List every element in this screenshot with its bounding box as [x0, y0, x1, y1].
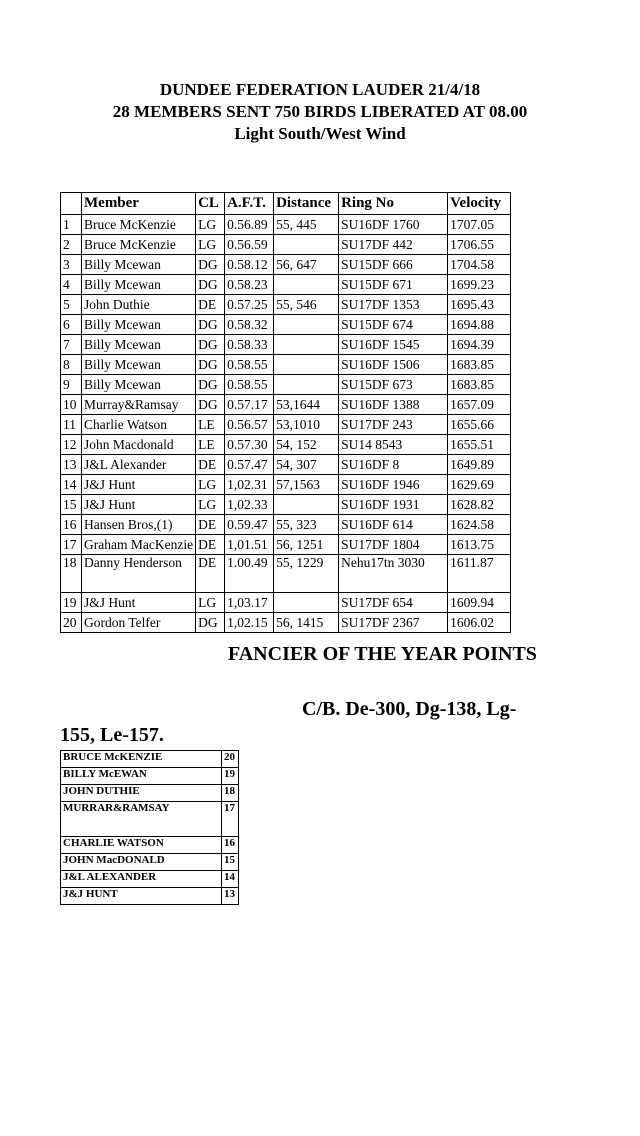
cell-aft: 0.58.33	[225, 335, 274, 355]
cell-velocity: 1655.51	[448, 435, 511, 455]
fancier-points: 13	[222, 888, 239, 905]
cb-points-line-2: 155, Le-157.	[60, 724, 164, 746]
cell-member: J&J Hunt	[82, 593, 196, 613]
cell-distance	[274, 335, 339, 355]
cell-distance	[274, 235, 339, 255]
cell-ring-no: SU16DF 1760	[339, 215, 448, 235]
cell-ring-no: SU16DF 1388	[339, 395, 448, 415]
fancier-name: CHARLIE WATSON	[61, 837, 222, 854]
cell-cl: DG	[196, 395, 225, 415]
points-row	[61, 751, 239, 768]
cell-distance: 55, 1229	[274, 555, 339, 593]
table-row	[61, 555, 511, 593]
cell-member: J&L Alexander	[82, 455, 196, 475]
table-row	[61, 355, 511, 375]
cell-member: Hansen Bros,(1)	[82, 515, 196, 535]
cell-aft: 1,02.31	[225, 475, 274, 495]
table-row	[61, 295, 511, 315]
cell-aft: 1,01.51	[225, 535, 274, 555]
cell-position: 18	[61, 555, 82, 593]
cell-position: 10	[61, 395, 82, 415]
fancier-name: BRUCE McKENZIE	[61, 751, 222, 768]
fancier-points: 19	[222, 768, 239, 785]
cell-distance	[274, 593, 339, 613]
cell-member: Billy Mcewan	[82, 255, 196, 275]
cell-aft: 0.59.47	[225, 515, 274, 535]
cell-distance: 56, 647	[274, 255, 339, 275]
cell-ring-no: Nehu17tn 3030	[339, 555, 448, 593]
cell-velocity: 1704.58	[448, 255, 511, 275]
cell-cl: DG	[196, 613, 225, 633]
cell-aft: 0.57.47	[225, 455, 274, 475]
cell-distance: 57,1563	[274, 475, 339, 495]
cell-cl: DE	[196, 535, 225, 555]
cell-position: 2	[61, 235, 82, 255]
table-row	[61, 535, 511, 555]
cell-velocity: 1655.66	[448, 415, 511, 435]
fancier-points: 16	[222, 837, 239, 854]
table-row	[61, 235, 511, 255]
cell-ring-no: SU15DF 666	[339, 255, 448, 275]
cell-ring-no: SU16DF 614	[339, 515, 448, 535]
cell-ring-no: SU14 8543	[339, 435, 448, 455]
cell-cl: DG	[196, 375, 225, 395]
cell-position: 13	[61, 455, 82, 475]
cell-position: 17	[61, 535, 82, 555]
cell-aft: 0.57.25	[225, 295, 274, 315]
table-row	[61, 215, 511, 235]
table-row	[61, 515, 511, 535]
table-row	[61, 495, 511, 515]
fancier-name: JOHN MacDONALD	[61, 854, 222, 871]
cell-position: 8	[61, 355, 82, 375]
cell-position: 15	[61, 495, 82, 515]
cell-velocity: 1649.89	[448, 455, 511, 475]
results-body	[61, 215, 511, 633]
cell-aft: 1,02.15	[225, 613, 274, 633]
cell-member: Billy Mcewan	[82, 375, 196, 395]
cell-member: Billy Mcewan	[82, 355, 196, 375]
table-row	[61, 375, 511, 395]
cell-member: Bruce McKenzie	[82, 215, 196, 235]
table-row	[61, 255, 511, 275]
cell-distance: 55, 323	[274, 515, 339, 535]
cell-member: John Macdonald	[82, 435, 196, 455]
points-body	[61, 751, 239, 905]
cell-aft: 0.56.57	[225, 415, 274, 435]
cell-position: 3	[61, 255, 82, 275]
cell-distance: 53,1010	[274, 415, 339, 435]
points-row	[61, 802, 239, 837]
cell-member: Billy Mcewan	[82, 335, 196, 355]
table-row	[61, 315, 511, 335]
table-row	[61, 475, 511, 495]
cell-distance: 56, 1251	[274, 535, 339, 555]
cell-velocity: 1695.43	[448, 295, 511, 315]
cell-member: Graham MacKenzie	[82, 535, 196, 555]
cell-distance: 54, 307	[274, 455, 339, 475]
points-row	[61, 854, 239, 871]
cell-velocity: 1683.85	[448, 355, 511, 375]
cell-velocity: 1707.05	[448, 215, 511, 235]
cell-distance: 55, 445	[274, 215, 339, 235]
fancier-of-year-title: FANCIER OF THE YEAR POINTS	[228, 643, 537, 665]
cell-member: Gordon Telfer	[82, 613, 196, 633]
fancier-name: JOHN DUTHIE	[61, 785, 222, 802]
table-row	[61, 593, 511, 613]
cell-member: Murray&Ramsay	[82, 395, 196, 415]
cell-aft: 0.58.55	[225, 355, 274, 375]
cell-distance	[274, 495, 339, 515]
fancier-points: 17	[222, 802, 239, 837]
cell-position: 7	[61, 335, 82, 355]
cell-velocity: 1699.23	[448, 275, 511, 295]
cell-velocity: 1694.88	[448, 315, 511, 335]
cell-velocity: 1629.69	[448, 475, 511, 495]
table-row	[61, 435, 511, 455]
cell-cl: LG	[196, 235, 225, 255]
wind-conditions: Light South/West Wind	[234, 124, 406, 143]
cell-member: John Duthie	[82, 295, 196, 315]
cell-ring-no: SU17DF 1353	[339, 295, 448, 315]
cell-ring-no: SU17DF 442	[339, 235, 448, 255]
cell-ring-no: SU17DF 654	[339, 593, 448, 613]
cell-velocity: 1683.85	[448, 375, 511, 395]
cell-aft: 0.56.89	[225, 215, 274, 235]
cell-velocity: 1657.09	[448, 395, 511, 415]
cell-ring-no: SU17DF 243	[339, 415, 448, 435]
cell-position: 16	[61, 515, 82, 535]
cell-cl: LE	[196, 435, 225, 455]
cell-aft: 1,03.17	[225, 593, 274, 613]
cell-member: Bruce McKenzie	[82, 235, 196, 255]
cell-distance: 55, 546	[274, 295, 339, 315]
cell-cl: DE	[196, 515, 225, 535]
cell-member: Billy Mcewan	[82, 315, 196, 335]
cell-member: J&J Hunt	[82, 475, 196, 495]
col-header-ring-no: Ring No	[339, 193, 448, 215]
table-row	[61, 335, 511, 355]
col-header-velocity: Velocity	[448, 193, 511, 215]
cell-position: 9	[61, 375, 82, 395]
cell-aft: 0.57.17	[225, 395, 274, 415]
cell-ring-no: SU17DF 1804	[339, 535, 448, 555]
col-header-member: Member	[82, 193, 196, 215]
cell-aft: 0.58.12	[225, 255, 274, 275]
cell-aft: 0.58.23	[225, 275, 274, 295]
points-row	[61, 837, 239, 854]
cell-cl: LG	[196, 475, 225, 495]
cell-velocity: 1606.02	[448, 613, 511, 633]
cell-ring-no: SU16DF 1931	[339, 495, 448, 515]
table-row	[61, 415, 511, 435]
table-row	[61, 275, 511, 295]
fancier-points: 20	[222, 751, 239, 768]
cell-cl: DE	[196, 555, 225, 593]
cell-velocity: 1611.87	[448, 555, 511, 593]
cell-cl: DE	[196, 455, 225, 475]
cell-ring-no: SU17DF 2367	[339, 613, 448, 633]
cell-position: 12	[61, 435, 82, 455]
cell-aft: 0.57.30	[225, 435, 274, 455]
cell-cl: DG	[196, 275, 225, 295]
points-row	[61, 768, 239, 785]
cell-position: 4	[61, 275, 82, 295]
cell-position: 14	[61, 475, 82, 495]
cell-member: Charlie Watson	[82, 415, 196, 435]
cell-distance	[274, 375, 339, 395]
results-table	[60, 192, 511, 633]
results-header-row	[61, 193, 511, 215]
col-header-distance: Distance	[274, 193, 339, 215]
cell-distance	[274, 355, 339, 375]
points-table	[60, 750, 239, 905]
cb-points-line-1: C/B. De-300, Dg-138, Lg-	[302, 698, 517, 720]
cell-velocity: 1624.58	[448, 515, 511, 535]
fancier-points: 18	[222, 785, 239, 802]
cell-velocity: 1613.75	[448, 535, 511, 555]
fancier-name: J&L ALEXANDER	[61, 871, 222, 888]
cell-ring-no: SU16DF 1545	[339, 335, 448, 355]
cell-member: Billy Mcewan	[82, 275, 196, 295]
table-row	[61, 455, 511, 475]
points-row	[61, 888, 239, 905]
cell-velocity: 1609.94	[448, 593, 511, 613]
cell-ring-no: SU15DF 671	[339, 275, 448, 295]
cell-position: 20	[61, 613, 82, 633]
cell-distance: 54, 152	[274, 435, 339, 455]
cell-aft: 1.00.49	[225, 555, 274, 593]
points-row	[61, 871, 239, 888]
cell-distance: 56, 1415	[274, 613, 339, 633]
points-row	[61, 785, 239, 802]
cell-ring-no: SU15DF 674	[339, 315, 448, 335]
fancier-name: BILLY McEWAN	[61, 768, 222, 785]
cell-position: 19	[61, 593, 82, 613]
col-header-position	[61, 193, 82, 215]
fancier-points: 14	[222, 871, 239, 888]
cell-ring-no: SU16DF 1946	[339, 475, 448, 495]
cell-ring-no: SU16DF 8	[339, 455, 448, 475]
cell-ring-no: SU16DF 1506	[339, 355, 448, 375]
cell-member: Danny Henderson	[82, 555, 196, 593]
cell-distance: 53,1644	[274, 395, 339, 415]
cell-position: 1	[61, 215, 82, 235]
cell-cl: LG	[196, 495, 225, 515]
cell-cl: LG	[196, 215, 225, 235]
cell-cl: DE	[196, 295, 225, 315]
cell-position: 6	[61, 315, 82, 335]
cell-cl: DG	[196, 335, 225, 355]
cell-position: 11	[61, 415, 82, 435]
table-row	[61, 395, 511, 415]
cell-distance	[274, 315, 339, 335]
cell-velocity: 1628.82	[448, 495, 511, 515]
table-row	[61, 613, 511, 633]
cell-ring-no: SU15DF 673	[339, 375, 448, 395]
cell-position: 5	[61, 295, 82, 315]
cell-velocity: 1694.39	[448, 335, 511, 355]
cell-member: J&J Hunt	[82, 495, 196, 515]
cell-cl: LG	[196, 593, 225, 613]
fancier-name: MURRAR&RAMSAY	[61, 802, 222, 837]
cell-cl: DG	[196, 355, 225, 375]
col-header-cl: CL	[196, 193, 225, 215]
report-subtitle: 28 MEMBERS SENT 750 BIRDS LIBERATED AT 08.00	[112, 102, 528, 121]
fancier-name: J&J HUNT	[61, 888, 222, 905]
cell-aft: 0.58.55	[225, 375, 274, 395]
cell-aft: 1,02.33	[225, 495, 274, 515]
cell-aft: 0.56.59	[225, 235, 274, 255]
fancier-points: 15	[222, 854, 239, 871]
cell-cl: DG	[196, 255, 225, 275]
col-header-aft: A.F.T.	[225, 193, 274, 215]
cell-aft: 0.58.32	[225, 315, 274, 335]
cell-cl: LE	[196, 415, 225, 435]
report-title: DUNDEE FEDERATION LAUDER 21/4/18	[159, 80, 481, 99]
cell-velocity: 1706.55	[448, 235, 511, 255]
cell-distance	[274, 275, 339, 295]
cell-cl: DG	[196, 315, 225, 335]
